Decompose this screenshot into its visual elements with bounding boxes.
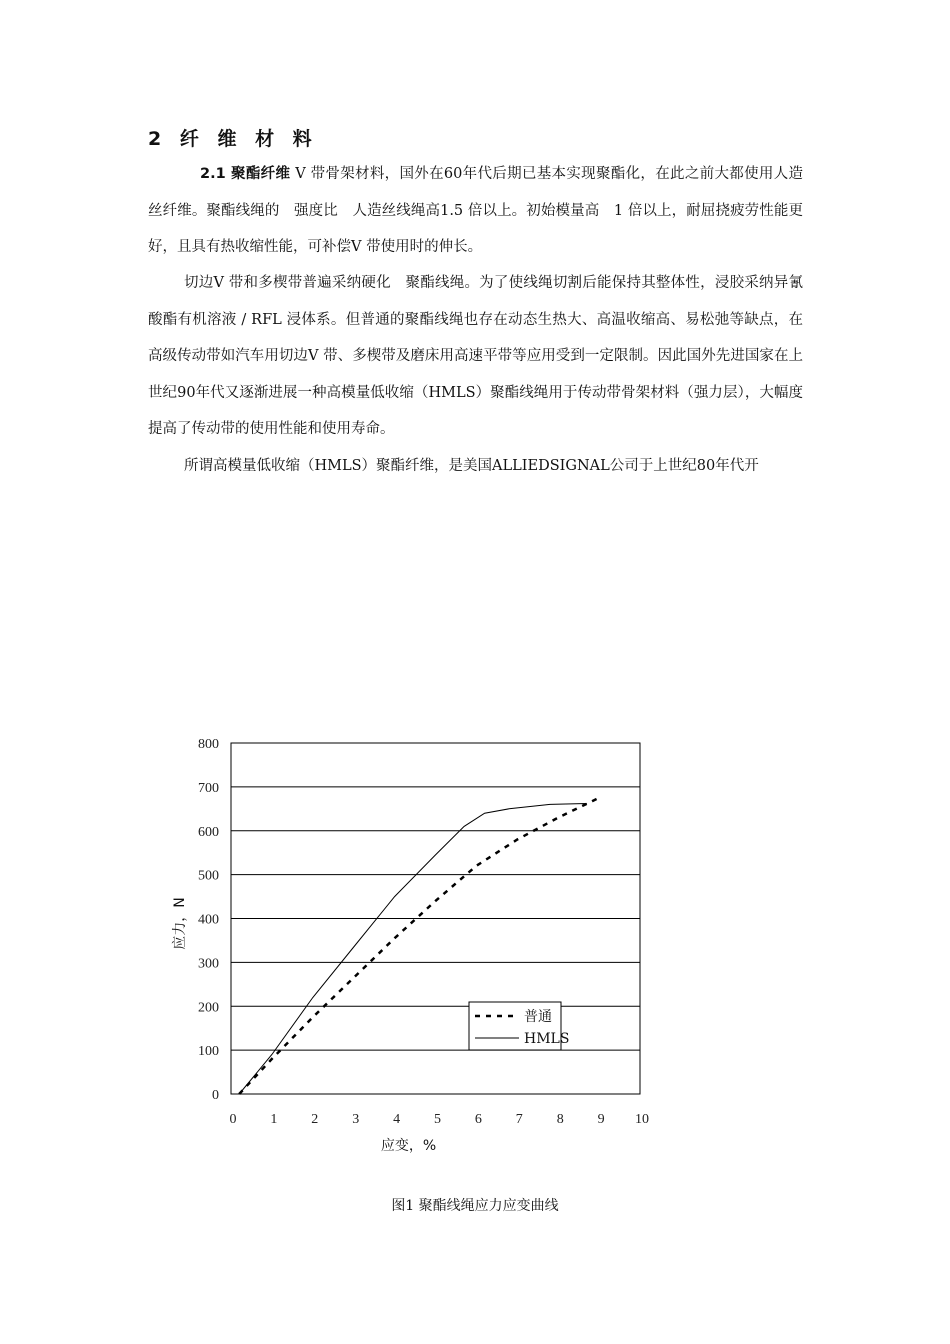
y-tick-label-500: 500 xyxy=(198,868,219,884)
y-tick-label-0: 0 xyxy=(212,1088,219,1103)
x-tick-label-7: 7 xyxy=(515,1112,523,1127)
y-tick-label-200: 200 xyxy=(198,1000,219,1016)
stress-strain-chart xyxy=(160,730,680,1160)
paragraph-3: 所谓高模量低收缩（HMLS）聚酯纤维，是美国ALLIEDSIGNAL公司于上世纪80年代开 xyxy=(184,458,759,474)
x-tick-label-3: 3 xyxy=(352,1112,360,1127)
paragraph-1-text: V 带骨架材料，国外在60年代后期已基本实现聚酯化，在此之前大都使用人造丝纤维。聚酯线绳的 强度比 人造丝线绳高1.5 倍以上。初始模量高 1 倍以上，耐屈挠疲劳性能更好，且具有热收缩性能，可补偿V 带使用时的伸长。 xyxy=(148,166,804,255)
x-axis-label: 应变，% xyxy=(380,1138,437,1154)
y-tick-label-800: 800 xyxy=(198,737,219,752)
x-tick-label-9: 9 xyxy=(597,1112,605,1127)
x-tick-label-1: 1 xyxy=(270,1112,278,1127)
x-tick-label-5: 5 xyxy=(434,1112,441,1127)
x-tick-label-4: 4 xyxy=(393,1112,401,1127)
paragraph-1 xyxy=(148,156,803,266)
section-heading: 2 纤 维 材 料 xyxy=(148,128,318,150)
legend-label-1: HMLS xyxy=(524,1031,570,1047)
legend-label-0: 普通 xyxy=(524,1009,552,1025)
paragraph-1-lead: 2.1 聚酯纤维 xyxy=(200,166,291,182)
figure-caption: 图1 聚酯线绳应力应变曲线 xyxy=(391,1198,559,1214)
paragraph-2: 切边V 带和多楔带普遍采纳硬化 聚酯线绳。为了使线绳切割后能保持其整体性，浸胶采纳异氰酸酯有机溶液 / RFL 浸体系。但普通的聚酯线绳也存在动态生热大、高温收缩高、易松弛等缺点，在高级传动带如汽车用切边V 带、多楔带及磨床用高速平带等应用受到一定限制。因此国外先进国家在上世纪90年代又逐渐进展一种高模量低收缩（HMLS）聚酯线绳用于传动带骨架材料（强力层），大幅度提高了传动带的使用性能和使用寿命。 xyxy=(148,275,803,437)
y-tick-label-400: 400 xyxy=(198,912,219,928)
y-tick-label-300: 300 xyxy=(198,956,219,972)
x-tick-label-10: 10 xyxy=(635,1112,649,1127)
x-tick-label-6: 6 xyxy=(474,1112,482,1127)
y-tick-label-700: 700 xyxy=(198,780,219,796)
x-tick-label-0: 0 xyxy=(229,1112,237,1127)
y-tick-label-600: 600 xyxy=(198,824,219,840)
y-axis-label: 应力，N xyxy=(172,897,188,950)
x-tick-label-2: 2 xyxy=(311,1112,319,1127)
x-tick-label-8: 8 xyxy=(556,1112,564,1127)
y-tick-label-100: 100 xyxy=(198,1044,219,1060)
